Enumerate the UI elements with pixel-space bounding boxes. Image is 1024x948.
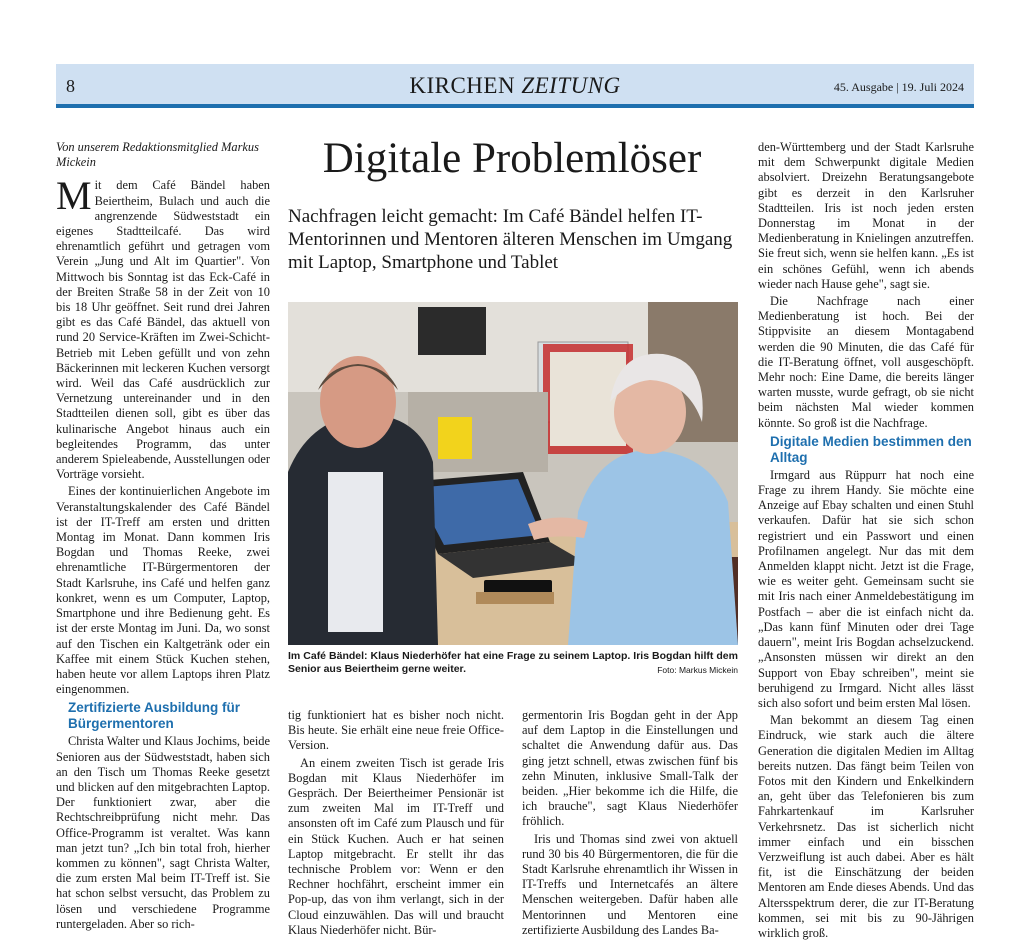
masthead-zeitung: ZEITUNG (521, 73, 621, 98)
photo-credit: Foto: Markus Mickein (657, 665, 738, 675)
article-column-3 (522, 708, 738, 940)
article-photo (288, 302, 738, 645)
article-column-2 (288, 708, 504, 940)
page-header (56, 64, 974, 108)
byline: Von unserem Redaktionsmitglied Markus Mickein (56, 140, 259, 170)
lead-paragraph: Mit dem Café Bändel haben Beiertheim, Bulach und auch die angrenzende Südweststadt ein eigenes Stadtteilcafé. Das wird ehrenamtlich geführt und getragen vom Verein „Jung und Alt im Quartier". Von Mittwoch bis Sonntag ist das Eck-Café in der Breiten Straße 58 in der Zeit von 10 bis 18 Uhr geöffnet. Seit rund drei Jahren gibt es das Café Bändel, das aktuell von rund 20 Service-Kräften im Zwei-Schicht-Betrieb mit Leben gefüllt und von zehn Bäckerinnen mit leckeren Kuchen versorgt wird. Weil das Café ausdrücklich zur Vernetzung untereinander und in den Stadtteilen dienen soll, gibt es über das kulinarische Angebot hinaus auch ein begleitendes Programm, das unter anderem Spieleabende, Ausstellungen oder Vorträge vorsieht. (56, 173, 270, 482)
article-column-1 (56, 140, 270, 934)
paragraph: Die Nachfrage nach einer Medienberatung ist hoch. Bei der Stippvisite an diesem Montagabend werden die 90 Minuten, die das Café für die IT-Beratung öffnet, voll ausgeschöpft. Mehr noch: Eine Dame, die bereits länger warten musste, wurde gefragt, ob sie nicht beim nächsten Mal wieder kommen könnte. So groß ist die Nachfrage. (758, 294, 974, 430)
masthead-kirchen: KIRCHEN (409, 73, 516, 98)
paragraph: den-Württemberg und der Stadt Karlsruhe mit dem Schwerpunkt digitale Medien absolviert. Dreizehn Beratungsangebote gibt es derzeit in den Karlsruher Stadtteilen. Iris ist noch jeden ersten Donnerstag im Monat in der Medienberatung in Knielingen anzutreffen. Sie freut sich, wenn sie helfen kann. „Es ist ein schönes Gefühl, wenn ich abends wieder nach Hause gehe", sagt sie. (758, 140, 974, 291)
paragraph: An einem zweiten Tisch ist gerade Iris Bogdan mit Klaus Niederhöfer im Gespräch. Der Beiertheimer Pensionär ist zum zweiten Mal im IT-Treff und ansonsten oft im Café zum Plausch und für ein Stück Kuchen. Auch er hat seinen Laptop mitgebracht. Er stellt ihr das technische Problem vor: Wenn er den Rechner hochfährt, erscheint immer ein Pop-up, das von ihm verlangt, sich in der Cloud einzuwählen. Das will und braucht Klaus Niederhöfer nicht. Bür- (288, 755, 504, 937)
cafe-scene-illustration (288, 302, 738, 645)
article-subtitle: Nachfragen leicht gemacht: Im Café Bändel helfen IT-Mentorinnen und Mentoren älteren Menschen im Umgang mit Laptop, Smartphone und Tablet (288, 206, 733, 273)
paragraph: tig funktioniert hat es bisher noch nicht. Bis heute. Sie erhält eine neue freie Office-Version. (288, 708, 504, 753)
paragraph: Iris und Thomas sind zwei von aktuell rund 30 bis 40 Bürgermentoren, die für die Stadt Karlsruhe ehrenamtlich ihr Wissen in IT-Treffs und Internetcafés an ältere Menschen weitergeben. Dafür haben alle Mentorinnen und Mentoren eine zertifizierte Ausbildung des Landes Ba- (522, 831, 738, 937)
drop-cap: M (56, 173, 92, 219)
paragraph: Christa Walter und Klaus Jochims, beide Senioren aus der Südweststadt, haben sich an den Tisch um Thomas Reeke gesetzt und blicken auf den mitgebrachten Laptop. Der funktioniert zwar, aber die Rechtschreibprüfung nicht mehr. Das Office-Programm ist veraltet. Was kann man jetzt tun? „Ich bin total froh, hierher kommen zu können", sagt Christa Walter, die zum ersten Mal beim IT-Treff ist. Sie hat schon selbst versucht, das Problem zu lösen und verschiedene Programme runtergeladen. Aber so rich- (56, 734, 270, 931)
subheading-ausbildung: Zertifizierte Ausbildung für Bürgermentoren (68, 700, 240, 732)
article-title: Digitale Problemlöser (322, 135, 702, 182)
article-column-4 (758, 140, 974, 943)
issue-date: 45. Ausgabe | 19. Juli 2024 (833, 80, 964, 94)
subheading-digitale-medien: Digitale Medien bestimmen den Alltag (770, 433, 972, 465)
page-number: 8 (66, 76, 75, 96)
paragraph: Eines der kontinuierlichen Angebote im Veranstaltungskalender des Café Bändel ist der IT-Treff am ersten und dritten Montag im Monat. Dann kommen Iris Bogdan und Thomas Reeke, zwei ehrenamtliche IT-Bürgermentoren der Stadt Karlsruhe, ins Café und helfen ganz konkret, wenn es um Computer, Laptop, Smartphone und ihre Bedienung geht. Es ist der erste Montag im Juni. Da, wo sonst auf den Tischen ein Kaltgetränk oder ein Kaffee mit einem Stück Kuchen stehen, haben heute vor allem Laptops ihren Platz eingenommen. (56, 484, 270, 697)
paragraph: Irmgard aus Rüppurr hat noch eine Frage zu ihrem Handy. Sie möchte eine Anzeige auf Ebay schalten und einen Stuhl verkaufen. Dafür hat sie sich schon registriert und ein Passwort und einen Profilnamen angelegt. Nur das mit dem Anmelden klappt nicht. Jetzt ist die Frage, wie es weiter geht. Gemeinsam sucht sie mit Iris nach einer Anmeldebestätigung im Postfach – aber die ist einfach nicht da. „Das kann fünf Minuten oder drei Tage dauern", meint Iris Bogdan achselzuckend. „Ansonsten müssen wir direkt an den Support von Ebay schreiben", meint sie beruhigend zu Irmgard. Nicht alles lässt sich also sofort und beim ersten Mal lösen. (758, 467, 974, 710)
paragraph: Man bekommt an diesem Tag einen Eindruck, wie stark auch die ältere Generation die digitalen Medien im Alltag bereits nutzen. Das fängt beim Teilen von Fotos mit den Kindern und Enkelkindern an, geht über das Telefonieren bis zum Fahrkartenkauf im Karlsruher Verkehrsnetz. Das ist sicherlich nicht immer einfach und ein bisschen Verzweiflung ist auch dabei. Aber es hält fit, ist die Einschätzung der beiden Mentoren am Ende dieses Abends. Und das Altersspektrum derer, die zur IT-Beratung kommen, sei mit bis zu 90-Jährigen wirklich groß. (758, 713, 974, 940)
photo-caption: Im Café Bändel: Klaus Niederhöfer hat eine Frage zu seinem Laptop. Iris Bogdan hilft dem Senior aus Beiertheim gerne weiter. Foto: Markus Mickein (288, 650, 738, 675)
paragraph: germentorin Iris Bogdan geht in der App auf dem Laptop in die Einstellungen und schaltet die Anwendung dafür aus. Das ging jetzt schnell, etwas zwischen fünf bis zehn Minuten, inklusive Small-Talk der beiden. „Hier bekomme ich die Hilfe, die ich brauche", sagt Klaus Niederhöfer fröhlich. (522, 708, 738, 829)
